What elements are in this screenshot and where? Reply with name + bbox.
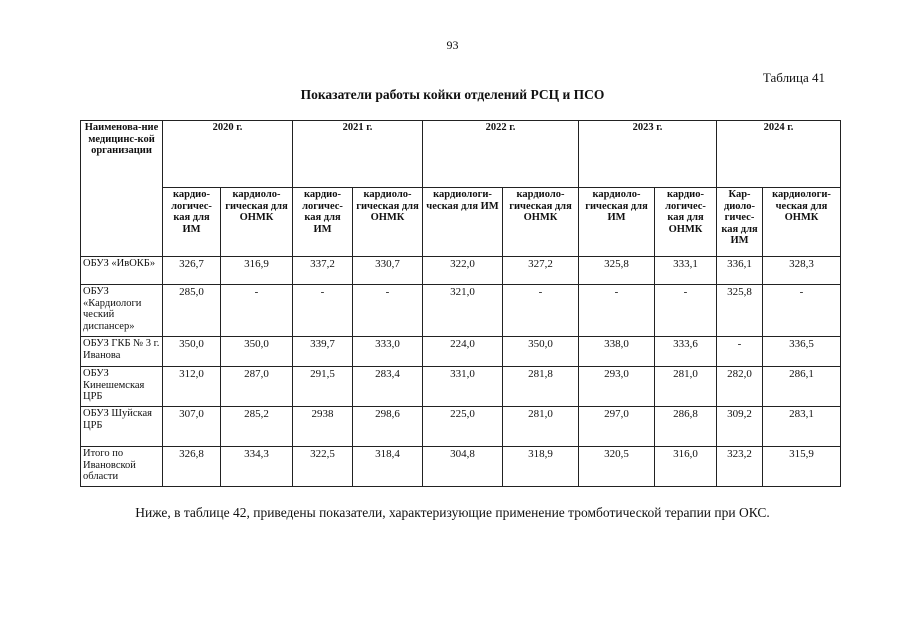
value-cell: 326,8 — [163, 447, 221, 487]
table-row — [81, 407, 841, 447]
value-cell: 325,8 — [579, 257, 655, 285]
year-header: 2021 г. — [293, 121, 423, 188]
year-header: 2024 г. — [717, 121, 841, 188]
value-cell: 286,1 — [763, 367, 841, 407]
value-cell: 328,3 — [763, 257, 841, 285]
organization-name: ОБУЗ Шуйская ЦРБ — [81, 407, 163, 447]
value-cell: 336,5 — [763, 337, 841, 367]
year-header: 2020 г. — [163, 121, 293, 188]
value-cell: 298,6 — [353, 407, 423, 447]
value-cell: 331,0 — [423, 367, 503, 407]
organization-name: Итого по Ивановской области — [81, 447, 163, 487]
value-cell: 291,5 — [293, 367, 353, 407]
table-row — [81, 447, 841, 487]
value-cell: 330,7 — [353, 257, 423, 285]
subcolumn-header: кардио-логичес-кая для ОНМК — [655, 188, 717, 257]
value-cell: 281,0 — [503, 407, 579, 447]
table-row — [81, 337, 841, 367]
value-cell: 281,8 — [503, 367, 579, 407]
value-cell: - — [579, 285, 655, 337]
organization-name: ОБУЗ ГКБ № 3 г. Иванова — [81, 337, 163, 367]
value-cell: 333,1 — [655, 257, 717, 285]
value-cell: 325,8 — [717, 285, 763, 337]
value-cell: 333,6 — [655, 337, 717, 367]
subcolumn-header: кардиологи-ческая для ОНМК — [763, 188, 841, 257]
value-cell: - — [221, 285, 293, 337]
value-cell: 316,9 — [221, 257, 293, 285]
value-cell: - — [655, 285, 717, 337]
value-cell: 283,4 — [353, 367, 423, 407]
value-cell: 307,0 — [163, 407, 221, 447]
value-cell: 281,0 — [655, 367, 717, 407]
bed-performance-table — [80, 120, 841, 487]
subcolumn-header: кардиоло-гическая для ОНМК — [221, 188, 293, 257]
value-cell: 293,0 — [579, 367, 655, 407]
value-cell: 320,5 — [579, 447, 655, 487]
table-row — [81, 257, 841, 285]
value-cell: 286,8 — [655, 407, 717, 447]
value-cell: 315,9 — [763, 447, 841, 487]
year-header: 2023 г. — [579, 121, 717, 188]
table-row — [81, 285, 841, 337]
header-row-years — [81, 121, 841, 188]
value-cell: 336,1 — [717, 257, 763, 285]
value-cell: 323,2 — [717, 447, 763, 487]
value-cell: 334,3 — [221, 447, 293, 487]
table-title: Показатели работы койки отделений РСЦ и ПСО — [300, 87, 605, 102]
value-cell: 287,0 — [221, 367, 293, 407]
org-column-header: Наименова-ние медицинс-кой организации — [81, 121, 163, 257]
value-cell: 321,0 — [423, 285, 503, 337]
value-cell: 285,2 — [221, 407, 293, 447]
table-label: Таблица 41 — [762, 70, 825, 85]
organization-name: ОБУЗ Кинешемская ЦРБ — [81, 367, 163, 407]
value-cell: 309,2 — [717, 407, 763, 447]
value-cell: 316,0 — [655, 447, 717, 487]
subcolumn-header: кардио-логичес-кая для ИМ — [163, 188, 221, 257]
organization-name: ОБУЗ «Кардиологи ческий диспансер» — [81, 285, 163, 337]
following-paragraph: Ниже, в таблице 42, приведены показатели, характеризующие применение тромботической терапии при ОКС. — [135, 505, 770, 520]
value-cell: 224,0 — [423, 337, 503, 367]
value-cell: 350,0 — [163, 337, 221, 367]
page-number: 93 — [446, 38, 459, 52]
value-cell: 2938 — [293, 407, 353, 447]
table-row — [81, 367, 841, 407]
value-cell: - — [503, 285, 579, 337]
value-cell: 339,7 — [293, 337, 353, 367]
value-cell: 318,4 — [353, 447, 423, 487]
value-cell: 225,0 — [423, 407, 503, 447]
value-cell: 304,8 — [423, 447, 503, 487]
subcolumn-header: кардиоло-гическая для ОНМК — [353, 188, 423, 257]
subcolumn-header: кардиоло-гическая для ОНМК — [503, 188, 579, 257]
value-cell: 283,1 — [763, 407, 841, 447]
value-cell: 337,2 — [293, 257, 353, 285]
value-cell: 326,7 — [163, 257, 221, 285]
value-cell: 318,9 — [503, 447, 579, 487]
subcolumn-header: кардиологи-ческая для ИМ — [423, 188, 503, 257]
subcolumn-header: кардио-логичес-кая для ИМ — [293, 188, 353, 257]
organization-name: ОБУЗ «ИвОКБ» — [81, 257, 163, 285]
value-cell: 312,0 — [163, 367, 221, 407]
value-cell: 333,0 — [353, 337, 423, 367]
value-cell: 297,0 — [579, 407, 655, 447]
value-cell: 322,5 — [293, 447, 353, 487]
value-cell: - — [717, 337, 763, 367]
value-cell: - — [763, 285, 841, 337]
value-cell: 338,0 — [579, 337, 655, 367]
value-cell: 350,0 — [221, 337, 293, 367]
value-cell: 327,2 — [503, 257, 579, 285]
value-cell: - — [293, 285, 353, 337]
value-cell: 322,0 — [423, 257, 503, 285]
value-cell: 350,0 — [503, 337, 579, 367]
value-cell: - — [353, 285, 423, 337]
header-row-subcolumns — [81, 188, 841, 257]
subcolumn-header: кардиоло-гическая для ИМ — [579, 188, 655, 257]
value-cell: 285,0 — [163, 285, 221, 337]
subcolumn-header: Кар-диоло-гичес-кая для ИМ — [717, 188, 763, 257]
year-header: 2022 г. — [423, 121, 579, 188]
value-cell: 282,0 — [717, 367, 763, 407]
table-body — [81, 257, 841, 487]
